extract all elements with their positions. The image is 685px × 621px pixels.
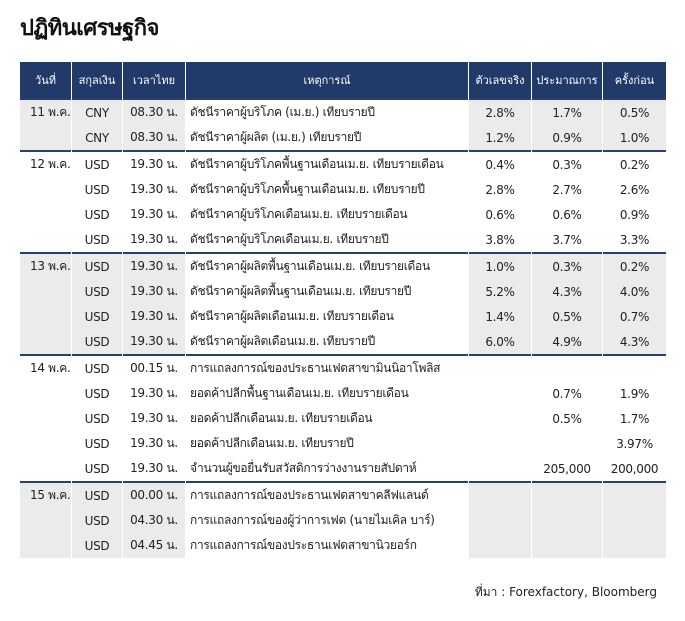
time-cell: 19.30 น. (123, 304, 185, 329)
table-row (20, 456, 666, 481)
actual-cell (469, 481, 531, 508)
event-cell: การแถลงการณ์ของประธานเฟดสาขามินนิอาโพลิส (186, 354, 468, 381)
previous-cell (603, 508, 666, 533)
currency-cell: CNY (72, 98, 122, 125)
actual-cell: 2.8% (469, 98, 531, 125)
time-cell: 08.30 น. (123, 125, 185, 150)
date-cell (20, 329, 71, 354)
currency-cell: USD (72, 508, 122, 533)
previous-cell (603, 481, 666, 508)
time-cell: 19.30 น. (130, 436, 178, 450)
previous-cell: 3.3% (619, 232, 650, 247)
table-row (20, 177, 666, 202)
actual-cell (469, 508, 531, 533)
date-cell (20, 177, 71, 202)
event-cell: จำนวนผู้ขอยื่นรับสวัสดิการว่างงานรายสัปดาห์ (190, 461, 417, 475)
previous-cell (603, 533, 666, 558)
date-cell: 12 พ.ค. (20, 150, 71, 177)
table-row (20, 406, 666, 431)
previous-cell (603, 354, 666, 381)
table-row (20, 252, 666, 279)
event-cell: ยอดค้าปลีกเดือนเม.ย. เทียบรายปี (190, 436, 354, 450)
currency-cell: USD (72, 252, 122, 279)
forecast-cell (532, 508, 602, 533)
event-cell: ดัชนีราคาผู้บริโภคเดือนเม.ย. เทียบรายปี (190, 232, 389, 246)
time-cell: 00.00 น. (123, 481, 185, 508)
currency-cell: USD (72, 481, 122, 508)
forecast-cell: 0.5% (552, 411, 582, 426)
currency-cell: USD (72, 304, 122, 329)
table-row (20, 202, 666, 227)
time-cell: 04.30 น. (123, 508, 185, 533)
column-header-currency: สกุลเงิน (72, 62, 122, 98)
event-cell: ดัชนีราคาผู้ผลิตเดือนเม.ย. เทียบรายเดือน (186, 304, 468, 329)
time-cell: 19.30 น. (123, 329, 185, 354)
previous-cell: 0.2% (603, 150, 666, 177)
currency-cell: USD (84, 436, 110, 451)
date-cell (20, 508, 71, 533)
actual-cell: 5.2% (469, 279, 531, 304)
currency-cell: CNY (72, 125, 122, 150)
date-cell: 15 พ.ค. (20, 481, 71, 508)
economic-calendar-table (19, 62, 667, 558)
date-cell: 14 พ.ค. (20, 354, 71, 381)
column-header-event: เหตุการณ์ (186, 62, 468, 98)
event-cell: การแถลงการณ์ของผู้ว่าการเฟด (นายไมเคิล บาร์) (186, 508, 468, 533)
event-cell: ดัชนีราคาผู้ผลิตพื้นฐานเดือนเม.ย. เทียบรายปี (186, 279, 468, 304)
actual-cell (469, 354, 531, 381)
forecast-cell: 205,000 (543, 461, 591, 476)
table-row (20, 304, 666, 329)
forecast-cell: 2.7% (552, 182, 582, 197)
forecast-cell: 1.7% (532, 98, 602, 125)
forecast-cell (532, 533, 602, 558)
event-cell: ดัชนีราคาผู้ผลิต (เม.ย.) เทียบรายปี (186, 125, 468, 150)
actual-cell (469, 456, 531, 481)
table-row (20, 279, 666, 304)
currency-cell: USD (84, 411, 110, 426)
table-row (20, 227, 666, 252)
forecast-cell (532, 431, 602, 456)
date-cell (20, 431, 71, 456)
actual-cell: 1.2% (469, 125, 531, 150)
date-cell (20, 279, 71, 304)
event-cell: ดัชนีราคาผู้ผลิตเดือนเม.ย. เทียบรายปี (186, 329, 468, 354)
currency-cell: USD (84, 461, 110, 476)
currency-cell: USD (72, 329, 122, 354)
table-row (20, 354, 666, 381)
date-cell (20, 456, 71, 481)
time-cell: 19.30 น. (130, 411, 178, 425)
forecast-cell: 3.7% (552, 232, 582, 247)
forecast-cell (532, 481, 602, 508)
actual-cell: 1.4% (469, 304, 531, 329)
event-cell: ยอดค้าปลีกพื้นฐานเดือนเม.ย. เทียบรายเดือน (190, 386, 409, 400)
source-note: ที่มา : Forexfactory, Bloomberg (474, 585, 657, 599)
time-cell: 19.30 น. (130, 461, 178, 475)
previous-cell: 4.3% (603, 329, 666, 354)
actual-cell (469, 533, 531, 558)
forecast-cell: 0.5% (532, 304, 602, 329)
event-cell: การแถลงการณ์ของประธานเฟดสาขาคลีฟแลนด์ (186, 481, 468, 508)
previous-cell: 200,000 (610, 461, 659, 476)
date-cell: 11 พ.ค. (20, 98, 71, 125)
date-cell (20, 125, 71, 150)
actual-cell: 3.8% (485, 232, 515, 247)
column-header-time: เวลาไทย (123, 62, 185, 98)
previous-cell: 1.9% (619, 386, 650, 401)
event-cell: ดัชนีราคาผู้บริโภคพื้นฐานเดือนเม.ย. เทียบรายเดือน (186, 150, 468, 177)
table-row (20, 125, 666, 150)
time-cell: 00.15 น. (123, 354, 185, 381)
event-cell: ดัชนีราคาผู้บริโภคเดือนเม.ย. เทียบรายเดือน (190, 207, 408, 221)
column-header-actual: ตัวเลขจริง (469, 62, 531, 98)
table-header-row (20, 62, 666, 98)
currency-cell: USD (72, 150, 122, 177)
previous-cell: 0.7% (603, 304, 666, 329)
forecast-cell: 0.7% (552, 386, 582, 401)
forecast-cell: 4.3% (532, 279, 602, 304)
forecast-cell (532, 354, 602, 381)
forecast-cell: 0.3% (532, 150, 602, 177)
date-cell: 13 พ.ค. (20, 252, 71, 279)
table-row (20, 98, 666, 125)
time-cell: 19.30 น. (123, 279, 185, 304)
event-cell: ดัชนีราคาผู้บริโภค (เม.ย.) เทียบรายปี (186, 98, 468, 125)
date-cell (20, 227, 71, 252)
time-cell: 19.30 น. (130, 207, 178, 221)
table-row (20, 533, 666, 558)
time-cell: 19.30 น. (130, 232, 178, 246)
previous-cell: 0.9% (619, 207, 650, 222)
actual-cell (469, 431, 531, 456)
event-cell: ดัชนีราคาผู้ผลิตพื้นฐานเดือนเม.ย. เทียบรายเดือน (186, 252, 468, 279)
table-row (20, 431, 666, 456)
column-header-forecast: ประมาณการ (532, 62, 602, 98)
time-cell: 08.30 น. (123, 98, 185, 125)
currency-cell: USD (72, 533, 122, 558)
event-cell: ยอดค้าปลีกเดือนเม.ย. เทียบรายเดือน (190, 411, 373, 425)
actual-cell: 0.4% (469, 150, 531, 177)
forecast-cell: 0.3% (532, 252, 602, 279)
time-cell: 19.30 น. (130, 182, 178, 196)
table-row (20, 150, 666, 177)
event-cell: การแถลงการณ์ของประธานเฟดสาขานิวยอร์ก (186, 533, 468, 558)
actual-cell (469, 381, 531, 406)
currency-cell: USD (84, 182, 110, 197)
date-cell (20, 533, 71, 558)
time-cell: 19.30 น. (130, 386, 178, 400)
forecast-cell: 0.6% (552, 207, 582, 222)
date-cell (20, 406, 71, 431)
date-cell (20, 304, 71, 329)
event-cell: ดัชนีราคาผู้บริโภคพื้นฐานเดือนเม.ย. เทียบรายปี (190, 182, 425, 196)
table-row (20, 508, 666, 533)
time-cell: 19.30 น. (123, 150, 185, 177)
forecast-cell: 0.9% (532, 125, 602, 150)
previous-cell: 0.5% (603, 98, 666, 125)
currency-cell: USD (84, 207, 110, 222)
previous-cell: 2.6% (619, 182, 650, 197)
currency-cell: USD (84, 232, 110, 247)
actual-cell: 0.6% (485, 207, 515, 222)
table-row (20, 329, 666, 354)
date-cell (20, 202, 71, 227)
currency-cell: USD (72, 279, 122, 304)
date-cell (20, 381, 71, 406)
forecast-cell: 4.9% (532, 329, 602, 354)
table-row (20, 481, 666, 508)
column-header-previous: ครั้งก่อน (603, 62, 666, 98)
previous-cell: 1.0% (603, 125, 666, 150)
time-cell: 04.45 น. (123, 533, 185, 558)
previous-cell: 3.97% (616, 436, 653, 451)
actual-cell: 1.0% (469, 252, 531, 279)
currency-cell: USD (84, 386, 110, 401)
page-title: ปฏิทินเศรษฐกิจ (20, 16, 159, 41)
previous-cell: 4.0% (603, 279, 666, 304)
table-row (20, 381, 666, 406)
currency-cell: USD (72, 354, 122, 381)
column-header-date: วันที่ (20, 62, 71, 98)
actual-cell: 2.8% (485, 182, 515, 197)
actual-cell (469, 406, 531, 431)
previous-cell: 1.7% (619, 411, 650, 426)
previous-cell: 0.2% (603, 252, 666, 279)
actual-cell: 6.0% (469, 329, 531, 354)
time-cell: 19.30 น. (123, 252, 185, 279)
